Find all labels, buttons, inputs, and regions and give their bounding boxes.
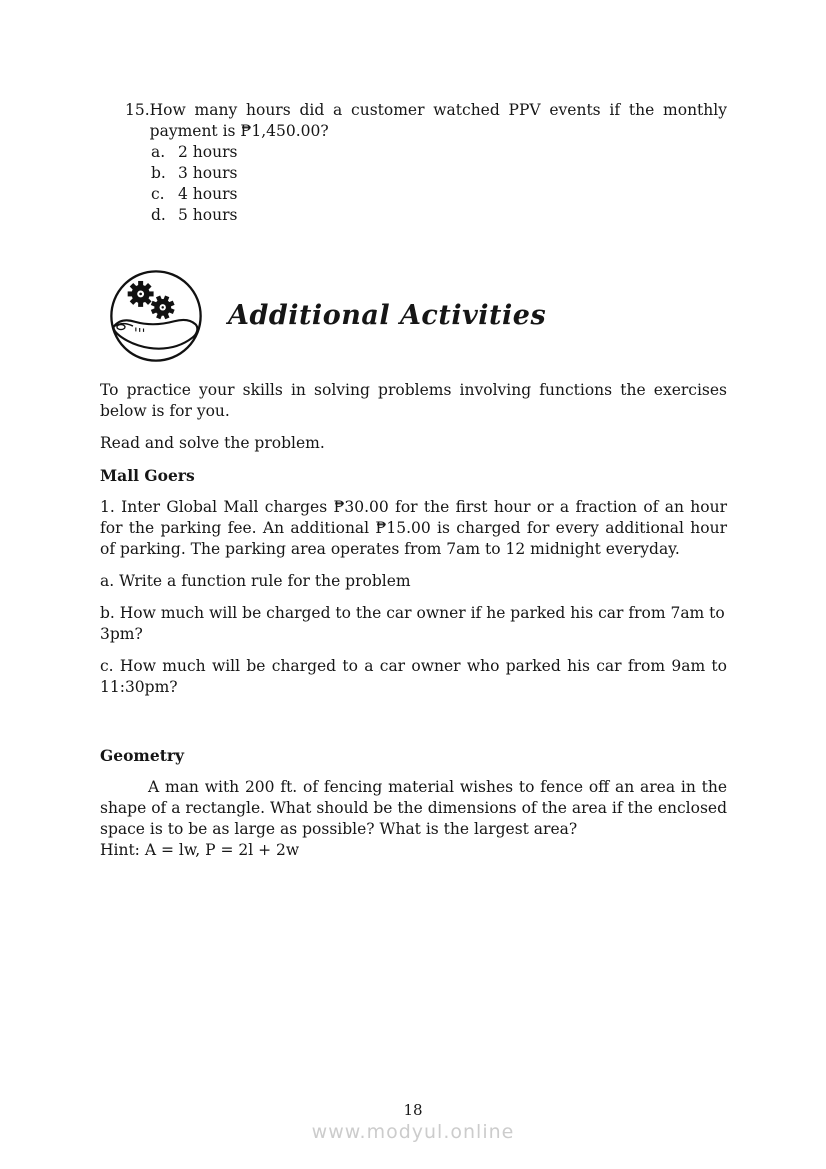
geometry-hint: Hint: A = lw, P = 2l + 2w [100, 841, 300, 859]
page-footer [0, 1100, 826, 1143]
intro-paragraph: To practice your skills in solving problems involving functions the exercises below is for you. [100, 381, 727, 420]
mall-goers-problem: 1. Inter Global Mall charges ₱30.00 for the first hour or a fraction of an hour for the parking fee. An additional ₱15.00 is charged for every additional hour of parking. The parking area operates from 7am to 12 midnight everyday. [100, 498, 727, 558]
option-d-letter: d. [151, 206, 166, 224]
option-b [151, 163, 727, 184]
question-number: 15. [125, 101, 150, 119]
option-a-letter: a. [151, 143, 166, 161]
question-15-options [151, 142, 727, 226]
option-c [151, 184, 727, 205]
mall-goers-item-b: b. How much will be charged to the car owner if he parked his car from 7am to 3pm? [100, 604, 725, 643]
option-a [151, 142, 727, 163]
instruction-text: Read and solve the problem. [100, 434, 325, 452]
section-banner [108, 268, 727, 364]
hand-holding-gears-icon [108, 268, 204, 364]
mall-goers-item-a: a. Write a function rule for the problem [100, 572, 411, 590]
option-d [151, 205, 727, 226]
section-title: Additional Activities [228, 300, 547, 332]
option-d-text: 5 hours [178, 206, 238, 224]
option-b-text: 3 hours [178, 164, 238, 182]
question-15 [125, 100, 727, 226]
watermark-text: www.modyul.online [311, 1121, 515, 1143]
question-15-text-row [125, 100, 727, 142]
option-c-text: 4 hours [178, 185, 238, 203]
option-b-letter: b. [151, 164, 166, 182]
geometry-problem: A man with 200 ft. of fencing material wishes to fence off an area in the shape of a rectangle. What should be the dimensions of the area if the enclosed space is to be as large as possible? What is the largest area? [100, 778, 727, 838]
option-c-letter: c. [151, 185, 165, 203]
geometry-heading: Geometry [100, 746, 185, 765]
question-text: How many hours did a customer watched PPV events if the monthly payment is ₱1,450.00? [149, 101, 727, 140]
mall-goers-item-c: c. How much will be charged to a car owner who parked his car from 9am to 11:30pm? [100, 657, 727, 696]
mall-goers-heading: Mall Goers [100, 466, 195, 485]
page-number: 18 [403, 1101, 423, 1119]
option-a-text: 2 hours [178, 143, 238, 161]
